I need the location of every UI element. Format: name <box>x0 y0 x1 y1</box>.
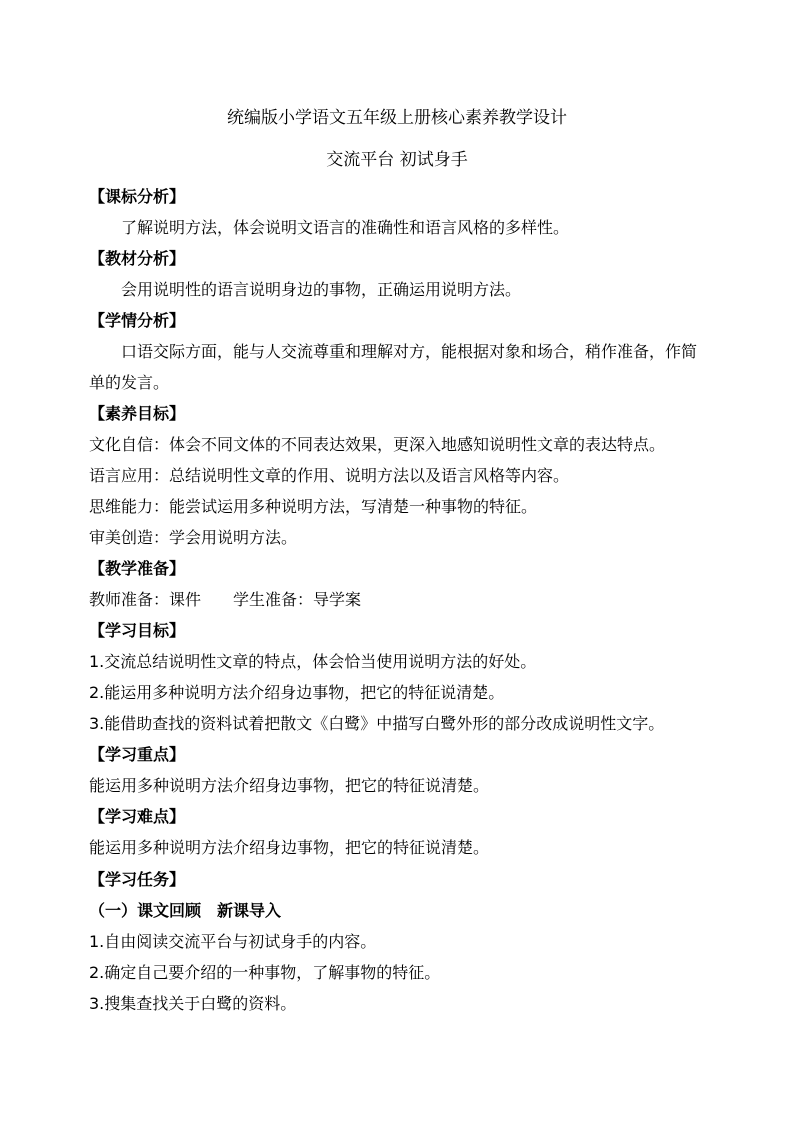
list-item: 3.能借助查找的资料试着把散文《白鹭》中描写白鹭外形的部分改成说明性文字。 <box>89 714 665 733</box>
list-item: 3.搜集查找关于白鹭的资料。 <box>89 994 297 1013</box>
list-item: 文化自信：体会不同文体的不同表达效果，更深入地感知说明性文章的表达特点。 <box>89 435 666 454</box>
section-heading-suyang: 【素养目标】 <box>89 404 186 423</box>
list-item: 1.交流总结说明性文章的特点，体会恰当使用说明方法的好处。 <box>89 652 537 671</box>
section-text-xueqing-line2: 单的发言。 <box>89 373 170 392</box>
section-heading-kebiao: 【课标分析】 <box>89 187 186 206</box>
list-item: 1.自由阅读交流平台与初试身手的内容。 <box>89 932 377 951</box>
section-text-zhunbei: 教师准备：课件 学生准备：导学案 <box>89 590 362 609</box>
list-item: 语言应用：总结说明性文章的作用、说明方法以及语言风格等内容。 <box>89 466 570 485</box>
section-subheading-renwu: （一）课文回顾 新课导入 <box>89 901 282 920</box>
section-heading-mubiao: 【学习目标】 <box>89 621 186 640</box>
section-text-kebiao: 了解说明方法，体会说明文语言的准确性和语言风格的多样性。 <box>121 218 570 237</box>
section-heading-zhunbei: 【教学准备】 <box>89 559 186 578</box>
document-title: 统编版小学语文五年级上册核心素养教学设计 <box>227 108 567 128</box>
section-heading-xueqing: 【学情分析】 <box>89 311 186 330</box>
section-heading-nandian: 【学习难点】 <box>89 807 186 826</box>
section-text-zhongdian: 能运用多种说明方法介绍身边事物，把它的特征说清楚。 <box>89 776 490 795</box>
list-item: 思维能力：能尝试运用多种说明方法，写清楚一种事物的特征。 <box>89 497 538 516</box>
section-text-nandian: 能运用多种说明方法介绍身边事物，把它的特征说清楚。 <box>89 838 490 857</box>
section-heading-jiaocai: 【教材分析】 <box>89 249 186 268</box>
section-heading-zhongdian: 【学习重点】 <box>89 745 186 764</box>
list-item: 审美创造：学会用说明方法。 <box>89 528 298 547</box>
section-heading-renwu: 【学习任务】 <box>89 870 186 889</box>
section-text-jiaocai: 会用说明性的语言说明身边的事物，正确运用说明方法。 <box>121 280 522 299</box>
list-item: 2.能运用多种说明方法介绍身边事物，把它的特征说清楚。 <box>89 683 505 702</box>
list-item: 2.确定自己要介绍的一种事物，了解事物的特征。 <box>89 963 441 982</box>
document-subtitle: 交流平台 初试身手 <box>326 150 468 170</box>
section-text-xueqing-line1: 口语交际方面，能与人交流尊重和理解对方，能根据对象和场合，稍作准备，作简 <box>121 342 698 361</box>
